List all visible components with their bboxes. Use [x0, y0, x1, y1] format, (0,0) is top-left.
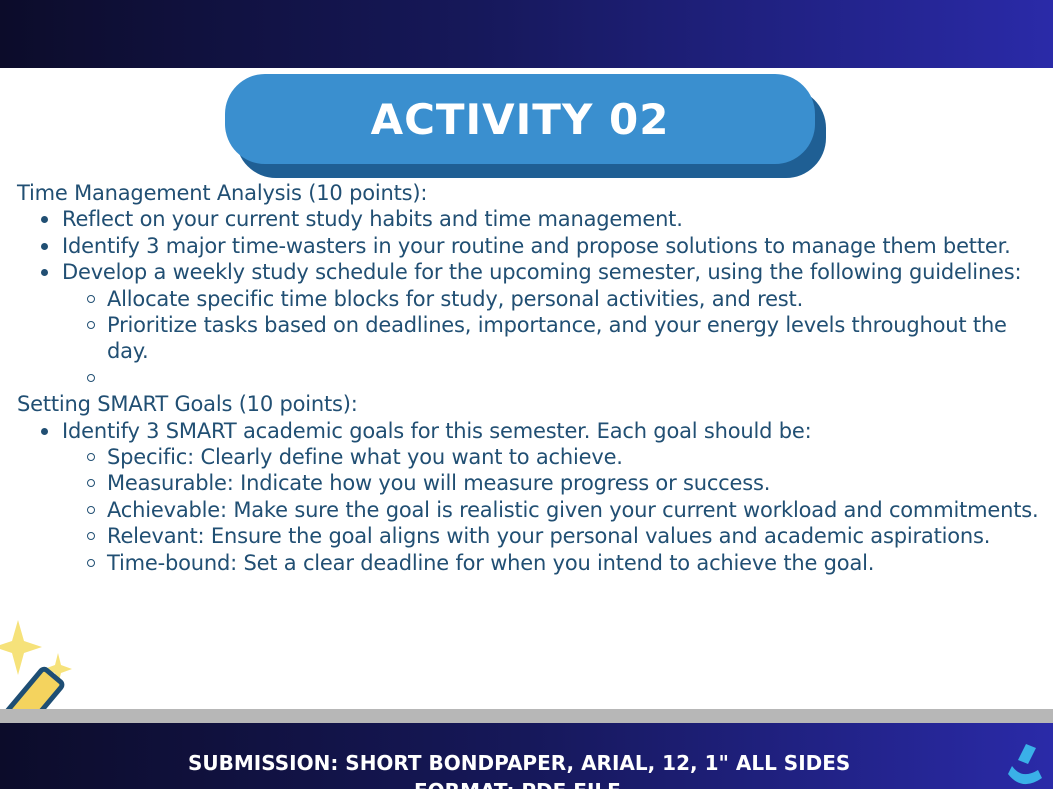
footer-divider — [0, 709, 1053, 723]
list-item: Identify 3 SMART academic goals for this semester. Each goal should be: Specific: Clearly define what you want to achieve. Measurable: Indicate how you will measure progress or success. Achievable: Make sure the goal is realistic given your current workload and commitments. Relevant: Ensure the goal aligns with your personal values and academic aspirations. Time-bound: Set a clear deadline for when you intend to achieve the goal. — [17, 418, 1053, 576]
section-heading-time-management: Time Management Analysis (10 points): — [17, 181, 428, 205]
brand-logo-icon — [1008, 740, 1048, 785]
sub-list-item: Specific: Clearly define what you want to achieve. — [62, 444, 1053, 470]
top-header-band — [0, 0, 1053, 68]
sub-list-item: Achievable: Make sure the goal is realistic given your current workload and commitments. — [62, 497, 1053, 523]
section-heading-smart-goals: Setting SMART Goals (10 points): — [17, 392, 358, 417]
time-management-list — [17, 206, 1053, 391]
footer-band — [0, 723, 1053, 803]
list-item: Develop a weekly study schedule for the upcoming semester, using the following guidelines: Allocate specific time blocks for study, personal activities, and rest. Prioritize tasks based on deadlines, importance, and your energy levels throughout the day. — [17, 259, 1053, 391]
format-requirements: FORMAT: PDF FILE — [414, 779, 621, 803]
sub-list-item: Time-bound: Set a clear deadline for when you intend to achieve the goal. — [62, 550, 1053, 576]
sub-list-item: Prioritize tasks based on deadlines, importance, and your energy levels throughout the day. — [62, 312, 1053, 365]
sub-list-item: Measurable: Indicate how you will measure progress or success. — [62, 470, 1053, 496]
title-pill — [225, 74, 815, 164]
schedule-guidelines-list — [62, 286, 1053, 392]
sub-list-item: Relevant: Ensure the goal aligns with your personal values and academic aspirations. — [62, 523, 1053, 549]
smart-criteria-list — [62, 444, 1053, 576]
list-item: Reflect on your current study habits and time management. — [17, 206, 1053, 232]
page-title: ACTIVITY 02 — [370, 94, 670, 144]
submission-requirements: SUBMISSION: SHORT BONDPAPER, ARIAL, 12, 1" ALL SIDES — [188, 751, 851, 775]
sub-list-item-empty — [62, 365, 1053, 391]
activity-content — [17, 180, 1053, 576]
smart-goals-list — [17, 418, 1053, 576]
list-item: Identify 3 major time-wasters in your routine and propose solutions to manage them better. — [17, 233, 1053, 259]
sub-list-item: Allocate specific time blocks for study, personal activities, and rest. — [62, 286, 1053, 312]
